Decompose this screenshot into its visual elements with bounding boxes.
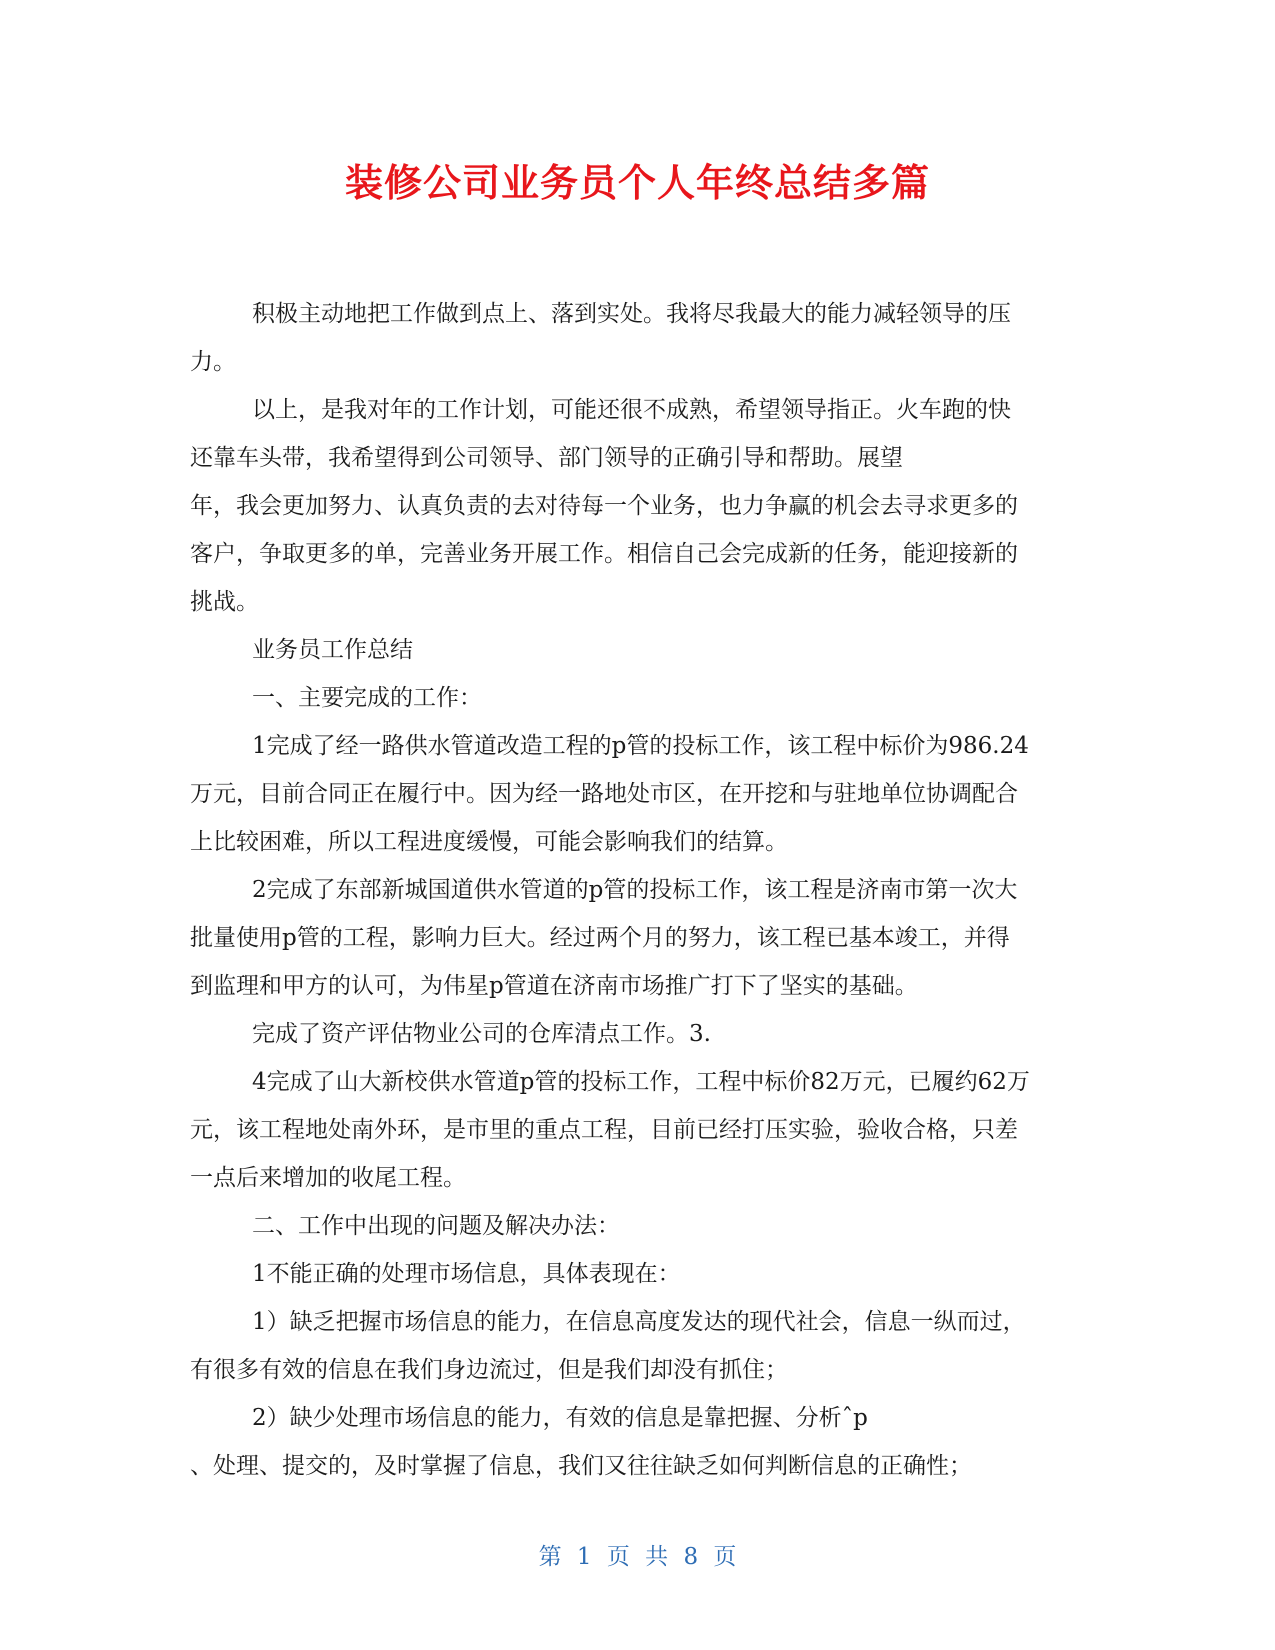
paragraph xyxy=(190,290,1085,386)
paragraph-line: 以上，是我对年的工作计划，可能还很不成熟，希望领导指正。火车跑的快 xyxy=(252,397,1011,423)
paragraph-line: 批量使用p管的工程，影响力巨大。经过两个月的努力，该工程已基本竣工，并得 xyxy=(190,925,1010,951)
paragraph-line: 上比较困难，所以工程进度缓慢，可能会影响我们的结算。 xyxy=(190,829,788,855)
paragraph xyxy=(190,1298,1085,1394)
paragraph xyxy=(190,674,1085,722)
paragraph xyxy=(190,626,1085,674)
paragraph-line: 万元，目前合同正在履行中。因为经一路地处市区，在开挖和与驻地单位协调配合 xyxy=(190,781,1018,807)
paragraph-line: 1）缺乏把握市场信息的能力，在信息高度发达的现代社会，信息一纵而过， xyxy=(252,1309,1026,1335)
paragraph xyxy=(190,1250,1085,1298)
paragraph-line: 客户，争取更多的单，完善业务开展工作。相信自己会完成新的任务，能迎接新的 xyxy=(190,541,1018,567)
paragraph-line: 业务员工作总结 xyxy=(252,637,413,663)
paragraph-line: 2）缺少处理市场信息的能力，有效的信息是靠把握、分析ˆp xyxy=(252,1405,868,1431)
paragraph-line: 力。 xyxy=(190,349,236,375)
paragraph xyxy=(190,1394,1085,1490)
paragraph-line: 1完成了经一路供水管道改造工程的p管的投标工作，该工程中标价为986.24 xyxy=(252,733,1029,759)
paragraph-line: 一点后来增加的收尾工程。 xyxy=(190,1165,466,1191)
paragraph-line: 完成了资产评估物业公司的仓库清点工作。3. xyxy=(252,1021,711,1047)
paragraph xyxy=(190,866,1085,1010)
paragraph-line: 挑战。 xyxy=(190,589,259,615)
paragraph-line: 积极主动地把工作做到点上、落到实处。我将尽我最大的能力减轻领导的压 xyxy=(252,301,1011,327)
paragraph-line: 1不能正确的处理市场信息，具体表现在： xyxy=(252,1261,681,1287)
paragraph-line: 2完成了东部新城国道供水管道的p管的投标工作，该工程是济南市第一次大 xyxy=(252,877,1018,903)
paragraph-line: 还靠车头带，我希望得到公司领导、部门领导的正确引导和帮助。展望 xyxy=(190,445,903,471)
document-body xyxy=(190,290,1085,1490)
paragraph-line: 、处理、提交的，及时掌握了信息，我们又往往缺乏如何判断信息的正确性； xyxy=(190,1453,972,1479)
paragraph-line: 到监理和甲方的认可，为伟星p管道在济南市场推广打下了坚实的基础。 xyxy=(190,973,918,999)
document-title: 装修公司业务员个人年终总结多篇 xyxy=(344,161,930,205)
page-footer: 第 1 页 共 8 页 xyxy=(538,1544,737,1570)
paragraph-line: 元，该工程地处南外环，是市里的重点工程，目前已经打压实验，验收合格，只差 xyxy=(190,1117,1018,1143)
paragraph xyxy=(190,1058,1085,1202)
paragraph xyxy=(190,1202,1085,1250)
paragraph xyxy=(190,1010,1085,1058)
paragraph-line: 二、工作中出现的问题及解决办法： xyxy=(252,1213,620,1239)
paragraph-line: 4完成了山大新校供水管道p管的投标工作，工程中标价82万元，已履约62万 xyxy=(252,1069,1030,1095)
paragraph-line: 一、主要完成的工作： xyxy=(252,685,482,711)
paragraph-line: 有很多有效的信息在我们身边流过，但是我们却没有抓住； xyxy=(190,1357,788,1383)
paragraph-line: 年，我会更加努力、认真负责的去对待每一个业务，也力争赢的机会去寻求更多的 xyxy=(190,493,1018,519)
paragraph xyxy=(190,386,1085,626)
paragraph xyxy=(190,722,1085,866)
